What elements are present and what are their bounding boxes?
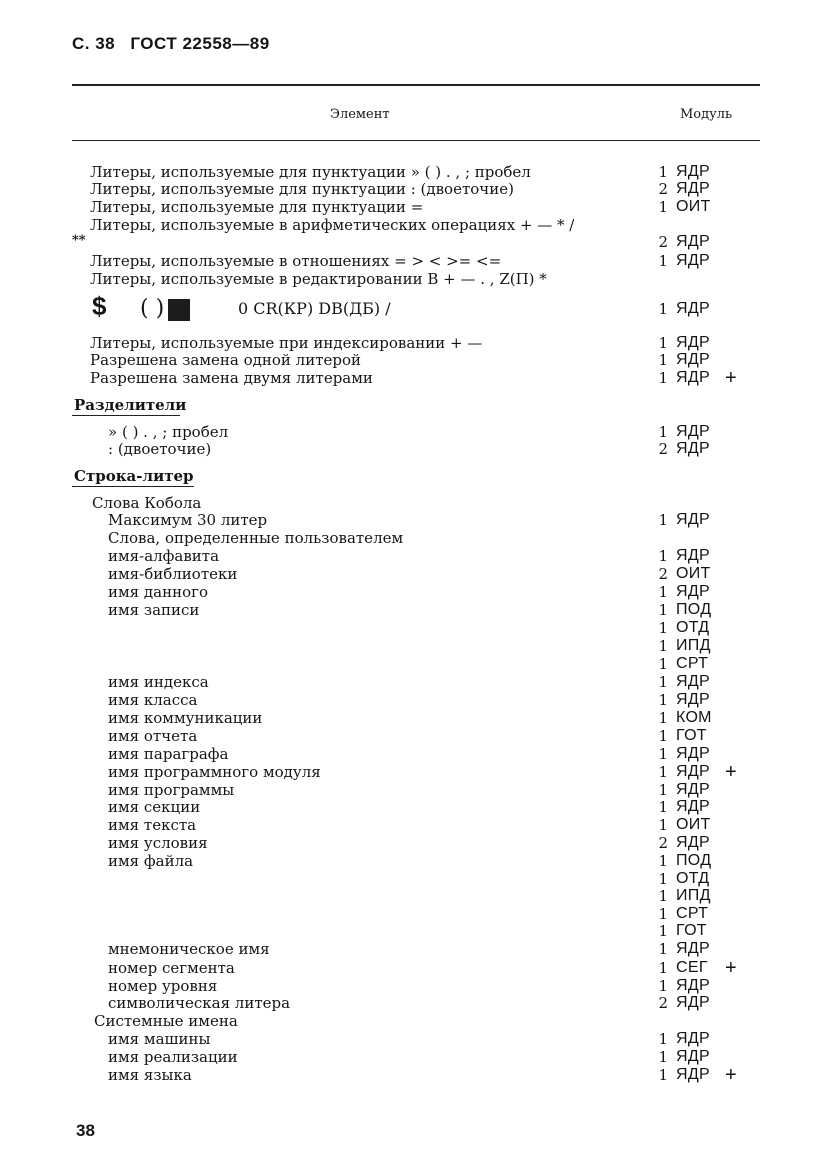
row-module-code: ЯДР xyxy=(676,940,710,957)
row-module-code: СЕГ xyxy=(676,959,708,976)
row-level-number: 1 xyxy=(658,300,668,318)
row-module-code: ЯДР xyxy=(676,583,710,600)
row-level-number: 1 xyxy=(658,940,668,958)
row-module-code: ЯДР xyxy=(676,673,710,690)
row-element-text: Литеры, используемые при индексировании + — xyxy=(90,334,483,352)
row-module-code: ЯДР xyxy=(676,547,710,564)
row-level-number: 1 xyxy=(658,334,668,352)
row-level-number: 1 xyxy=(658,198,668,216)
row-level-number: 1 xyxy=(658,583,668,601)
row-module-code: ЯДР xyxy=(676,180,710,197)
section-separators-underline xyxy=(72,415,180,416)
row-module-code: ЯДР xyxy=(676,351,710,368)
dollar-symbol: $ xyxy=(92,291,107,321)
row-level-number: 1 xyxy=(658,369,668,387)
row-element-text: имя условия xyxy=(108,834,208,852)
row-module-code: ЯДР xyxy=(676,977,710,994)
row-level-number: 1 xyxy=(658,905,668,923)
row-element-text: Слова Кобола xyxy=(92,494,202,512)
table-top-rule xyxy=(72,84,760,86)
row-level-number: 1 xyxy=(658,655,668,673)
row-level-number: 1 xyxy=(658,252,668,270)
row-element-text: Системные имена xyxy=(94,1012,238,1030)
row-element-text: имя данного xyxy=(108,583,208,601)
row-element-text: имя текста xyxy=(108,816,197,834)
row-module-code: ИПД xyxy=(676,637,711,654)
section-char-string-underline xyxy=(72,486,194,487)
row-module-code: ЯДР xyxy=(676,300,710,317)
row-element-text: Литеры, используемые в отношениях = > < >= <= xyxy=(90,252,502,270)
row-module-code: ОТД xyxy=(676,870,710,887)
row-element-text: символическая литера xyxy=(108,994,291,1012)
row-level-number: 1 xyxy=(658,691,668,709)
row-module-code: ЯДР xyxy=(676,798,710,815)
row-element-text: имя машины xyxy=(108,1030,211,1048)
row-level-number: 1 xyxy=(658,1030,668,1048)
row-level-number: 1 xyxy=(658,601,668,619)
row-element-text: имя индекса xyxy=(108,673,209,691)
row-module-code: ЯДР xyxy=(676,1030,710,1047)
row-element-text: имя реализации xyxy=(108,1048,238,1066)
row-level-number: 1 xyxy=(658,798,668,816)
currency-box-icon xyxy=(168,299,190,321)
row-module-code: КОМ xyxy=(676,709,712,726)
row-level-number: 1 xyxy=(658,351,668,369)
row-element-text: Литеры, используемые в редактировании B + — . , Z(П) * xyxy=(90,270,547,288)
row-level-number: 2 xyxy=(658,834,668,852)
row-module-code: ПОД xyxy=(676,852,712,869)
row-element-text: Разрешена замена одной литерой xyxy=(90,351,361,369)
row-element-text: имя параграфа xyxy=(108,745,229,763)
row-module-code: ЯДР xyxy=(676,691,710,708)
row-extension-mark: + xyxy=(725,761,737,783)
row-module-code: ОИТ xyxy=(676,816,711,833)
row-module-code: ОИТ xyxy=(676,198,711,215)
continuation-mark: ** xyxy=(72,233,86,248)
page-number: 38 xyxy=(76,1121,95,1140)
row-element-text: Литеры, используемые для пунктуации » ( ) . , ; пробел xyxy=(90,163,531,181)
row-element-text: Слова, определенные пользователем xyxy=(108,529,404,547)
row-level-number: 1 xyxy=(658,619,668,637)
row-element-text: : (двоеточие) xyxy=(108,440,212,458)
row-module-code: ЯДР xyxy=(676,369,710,386)
row-level-number: 2 xyxy=(658,440,668,458)
row-element-text: имя программы xyxy=(108,781,235,799)
row-module-code: ЯДР xyxy=(676,1066,710,1083)
row-element-text: Литеры, используемые для пунктуации = xyxy=(90,198,424,216)
page-label: С. 38 xyxy=(72,34,116,53)
row-element-text: имя-библиотеки xyxy=(108,565,238,583)
row-element-text: Максимум 30 литер xyxy=(108,511,268,529)
row-extension-mark: + xyxy=(725,367,737,389)
row-level-number: 1 xyxy=(658,745,668,763)
row-level-number: 1 xyxy=(658,547,668,565)
row-element-text: имя секции xyxy=(108,798,201,816)
row-module-code: ГОТ xyxy=(676,727,707,744)
row-module-code: ЯДР xyxy=(676,781,710,798)
row-level-number: 1 xyxy=(658,870,668,888)
row-module-code: ЯДР xyxy=(676,745,710,762)
row-element-text: имя программного модуля xyxy=(108,763,321,781)
edit-symbols: 0 CR(КР) DB(ДБ) / xyxy=(238,299,391,318)
row-level-number: 1 xyxy=(658,781,668,799)
row-element-text: имя-алфавита xyxy=(108,547,220,565)
paren-symbol: ( ) xyxy=(140,296,165,321)
row-level-number: 1 xyxy=(658,922,668,940)
table-header-rule xyxy=(72,140,760,141)
row-module-code: ЯДР xyxy=(676,1048,710,1065)
row-level-number: 1 xyxy=(658,709,668,727)
row-level-number: 2 xyxy=(658,180,668,198)
row-level-number: 2 xyxy=(658,565,668,583)
row-level-number: 1 xyxy=(658,816,668,834)
row-level-number: 1 xyxy=(658,727,668,745)
row-level-number: 1 xyxy=(658,423,668,441)
row-element-text: Разрешена замена двумя литерами xyxy=(90,369,373,387)
row-module-code: ЯДР xyxy=(676,233,710,250)
section-char-string: Строка-литер xyxy=(74,467,194,485)
row-module-code: ЯДР xyxy=(676,511,710,528)
section-separators: Разделители xyxy=(74,396,187,414)
row-level-number: 2 xyxy=(658,994,668,1012)
row-level-number: 1 xyxy=(658,637,668,655)
row-level-number: 1 xyxy=(658,1066,668,1084)
row-level-number: 2 xyxy=(658,233,668,251)
row-element-text: имя отчета xyxy=(108,727,198,745)
row-module-code: ПОД xyxy=(676,601,712,618)
column-header-element: Элемент xyxy=(330,107,390,122)
column-header-module: Модуль xyxy=(680,107,733,122)
row-level-number: 1 xyxy=(658,959,668,977)
row-element-text: Литеры, используемые для пунктуации : (двоеточие) xyxy=(90,180,514,198)
row-element-text: имя языка xyxy=(108,1066,192,1084)
row-module-code: ЯДР xyxy=(676,834,710,851)
row-level-number: 1 xyxy=(658,763,668,781)
row-element-text: имя файла xyxy=(108,852,194,870)
page-header xyxy=(72,34,280,54)
row-level-number: 1 xyxy=(658,163,668,181)
row-element-text: имя записи xyxy=(108,601,200,619)
row-element-text: » ( ) . , ; пробел xyxy=(108,423,229,441)
row-level-number: 1 xyxy=(658,887,668,905)
row-element-text: Литеры, используемые в арифметических операциях + — * / xyxy=(90,216,575,234)
row-element-text: номер уровня xyxy=(108,977,218,995)
row-module-code: ОТД xyxy=(676,619,710,636)
row-element-text: мнемоническое имя xyxy=(108,940,270,958)
row-level-number: 1 xyxy=(658,673,668,691)
row-module-code: ЯДР xyxy=(676,163,710,180)
row-module-code: ИПД xyxy=(676,887,711,904)
row-extension-mark: + xyxy=(725,1064,737,1086)
row-module-code: ЯДР xyxy=(676,423,710,440)
row-module-code: СРТ xyxy=(676,655,709,672)
row-level-number: 1 xyxy=(658,1048,668,1066)
row-module-code: СРТ xyxy=(676,905,709,922)
row-element-text: имя коммуникации xyxy=(108,709,263,727)
standard-number: ГОСТ 22558—89 xyxy=(130,34,270,53)
row-extension-mark: + xyxy=(725,957,737,979)
row-level-number: 1 xyxy=(658,511,668,529)
row-module-code: ЯДР xyxy=(676,334,710,351)
row-level-number: 1 xyxy=(658,852,668,870)
row-module-code: ОИТ xyxy=(676,565,711,582)
row-module-code: ЯДР xyxy=(676,440,710,457)
row-level-number: 1 xyxy=(658,977,668,995)
row-element-text: номер сегмента xyxy=(108,959,235,977)
row-module-code: ЯДР xyxy=(676,252,710,269)
row-element-text: имя класса xyxy=(108,691,198,709)
row-module-code: ГОТ xyxy=(676,922,707,939)
row-module-code: ЯДР xyxy=(676,994,710,1011)
row-module-code: ЯДР xyxy=(676,763,710,780)
